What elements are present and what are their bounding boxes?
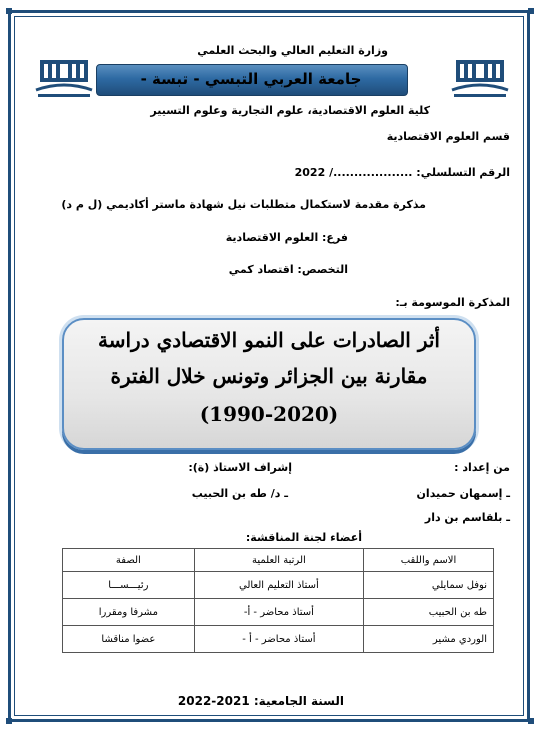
thesis-title-line: مقارنة بين الجزائر وتونس خلال الفترة	[110, 364, 428, 388]
serial-number: الرقم التسلسلي: .................../ 2022	[294, 166, 510, 179]
corner-ornament	[528, 8, 534, 14]
supervisor-name: ـ د/ طه بن الحبيب	[191, 487, 288, 500]
supervisor-label: إشراف الاستاذ (ة):	[188, 461, 292, 474]
corner-ornament	[528, 718, 534, 724]
ministry-name: وزارة التعليم العالي والبحث العلمي	[197, 44, 388, 57]
member-role: رئيـــســـا	[63, 572, 195, 599]
student-name: ـ بلقاسم بن دار	[424, 511, 510, 524]
member-name: طه بن الحبيب	[364, 599, 494, 626]
member-rank: أستاذ محاضر - أ -	[194, 626, 363, 653]
committee-table	[62, 548, 494, 653]
thesis-title-box	[62, 318, 476, 450]
column-header: الرتبة العلمية	[194, 549, 363, 572]
branch: فرع: العلوم الاقتصادية	[225, 231, 348, 244]
member-role: مشرفا ومقررا	[63, 599, 195, 626]
member-rank: أستاذ التعليم العالي	[194, 572, 363, 599]
academic-year: السنة الجامعية: 2021-2022	[177, 694, 344, 708]
university-name: جامعة العربي التبسي - تبسة -	[140, 70, 362, 88]
specialty: التخصص: اقتصاد كمي	[228, 263, 348, 276]
committee-heading: أعضاء لجنة المناقشة:	[245, 531, 362, 544]
university-logo-icon	[448, 56, 512, 100]
member-name: الوردي مشير	[364, 626, 494, 653]
table-header-row	[63, 549, 494, 572]
column-header: الصفة	[63, 549, 195, 572]
thesis-title-line: أثر الصادرات على النمو الاقتصادي دراسة	[98, 328, 440, 352]
table-row	[63, 599, 494, 626]
corner-ornament	[6, 8, 12, 14]
member-role: عضوا مناقشا	[63, 626, 195, 653]
department: قسم العلوم الاقتصادية	[386, 130, 510, 143]
student-name: ـ إسمهان حميدان	[416, 487, 510, 500]
member-rank: أستاذ محاضر - أ-	[194, 599, 363, 626]
university-logo-icon	[32, 56, 96, 100]
faculty-name: كلية العلوم الاقتصادية، علوم التجارية وعلوم التسيير	[150, 104, 430, 117]
thesis-title-period: (1990-2020)	[199, 402, 339, 426]
table-row	[63, 626, 494, 653]
memo-description: مذكرة مقدمة لاستكمال متطلبات نيل شهادة ماستر أكاديمي (ل م د)	[61, 198, 426, 211]
memo-titled-label: المذكرة الموسومة بـ:	[395, 296, 510, 309]
column-header: الاسم واللقب	[364, 549, 494, 572]
corner-ornament	[6, 718, 12, 724]
table-row	[63, 572, 494, 599]
prepared-by-label: من إعداد :	[454, 461, 510, 474]
member-name: نوفل سمايلي	[364, 572, 494, 599]
